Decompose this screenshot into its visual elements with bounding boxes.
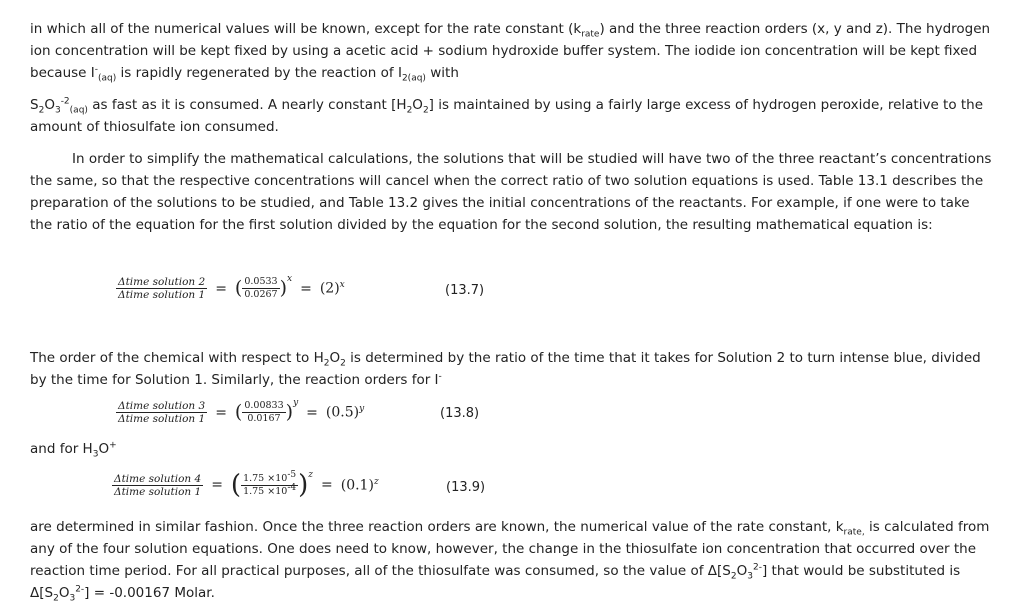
eq3-ratio-fraction: $\frac{1.75 \times 10^{-5}}{1.75 \times 10^{-4}}$ <box>243 469 297 497</box>
eq1-rhs: $(2)^x$ <box>319 280 345 297</box>
equation-13-7: $\frac{\text{Δtime solution 2}}{\text{Δtime solution 1}}$ = ( $\frac{0.0533}{0.0267}$ ) x = $(2)^x$ <box>118 274 345 301</box>
eq2-ratio-fraction: $\frac{0.00833}{0.0167}$ <box>244 400 284 424</box>
and-for-hydronium: and for $H_3O^+$ <box>30 440 117 460</box>
eq2-lhs-fraction: $\frac{\text{Δtime solution 3}}{\text{Δtime solution 1}}$ <box>118 400 206 425</box>
eq2-rhs: $(0.5)^y$ <box>325 404 365 421</box>
eq3-lhs-fraction: $\frac{\text{Δtime solution 4}}{\text{Δtime solution 1}}$ <box>114 472 202 498</box>
equation-number-13-8: (13.8) <box>440 406 480 421</box>
eq1-lhs-fraction: $\frac{\text{Δtime solution 2}}{\text{Δtime solution 1}}$ <box>118 276 206 301</box>
equation-number-13-9: (13.9) <box>446 480 486 495</box>
equation-13-8: $\frac{\text{Δtime solution 3}}{\text{Δtime solution 1}}$ = ( $\frac{0.00833}{0.0167}$ ) y = $(0.5)^y$ <box>118 398 365 425</box>
paragraph-rate-constant-calculation: are determined in similar fashion. Once the three reaction orders are known, the numerical value of the rate constant, $k_{rate,}$ is calculated from any of the four solution equations. One does need to know, however, the change in the thiosulfate ion concentration that occurred over the reaction time period. For all practical purposes, all of the thiosulfate was consumed, so the value of $\Delta[S_2O_3^{2-}]$ that would be substituted is $\Delta[S_2O_3^{2-}] = -0.00167$ Molar. <box>30 519 990 604</box>
eq3-rhs: $(0.1)^z$ <box>340 476 379 494</box>
equation-number-13-7: (13.7) <box>445 283 485 298</box>
equation-13-9: $\frac{\text{Δtime solution 4}}{\text{Δtime solution 1}}$ = ( $\frac{1.75 \times 10^{-5}}{1.75 \times 10^{-4}}$ ) z = $(0.1)^z$ <box>114 469 379 500</box>
paragraph-simplify-calculations: In order to simplify the mathematical calculations, the solutions that will be studied will have two of the three reactant’s concentrations the same, so that the respective concentrations will cancel when the correct ratio of two solution equations is used. Table 13.1 describes the preparation of the solutions to be studied, and Table 13.2 gives the initial concentrations of the reactants. For example, if one were to take the ratio of the equation for the first solution divided by the equation for the second solution, the resulting mathematical equation is: <box>30 151 992 233</box>
paragraph-order-h2o2: The order of the chemical with respect to $H_2O_2$ is determined by the ratio of the time that it takes for Solution 2 to turn intense blue, divided by the time for Solution 1. Similarly, the reaction orders for I- <box>30 350 981 388</box>
eq1-ratio-fraction: $\frac{0.0533}{0.0267}$ <box>244 276 278 300</box>
paragraph-rate-constant-intro: in which all of the numerical values will be known, except for the rate constant $(k_{rate})$ and the three reaction orders (x, y and z). The hydrogen ion concentration will be kept fixed by using a acetic acid + sodium hydroxide buffer system. The iodide ion concentration will be kept fixed because $I^-_{(aq)}$ is rapidly regenerated by the reaction of $I_{2(aq)}$ with <box>30 21 991 84</box>
paragraph-thiosulfate: $S_2O_3^{-2}_{(aq)}$ as fast as it is consumed. A nearly constant $[H_2O_2]$ is maintained by using a fairly large excess of hydrogen peroxide, relative to the amount of thiosulfate ion consumed. <box>30 96 984 135</box>
